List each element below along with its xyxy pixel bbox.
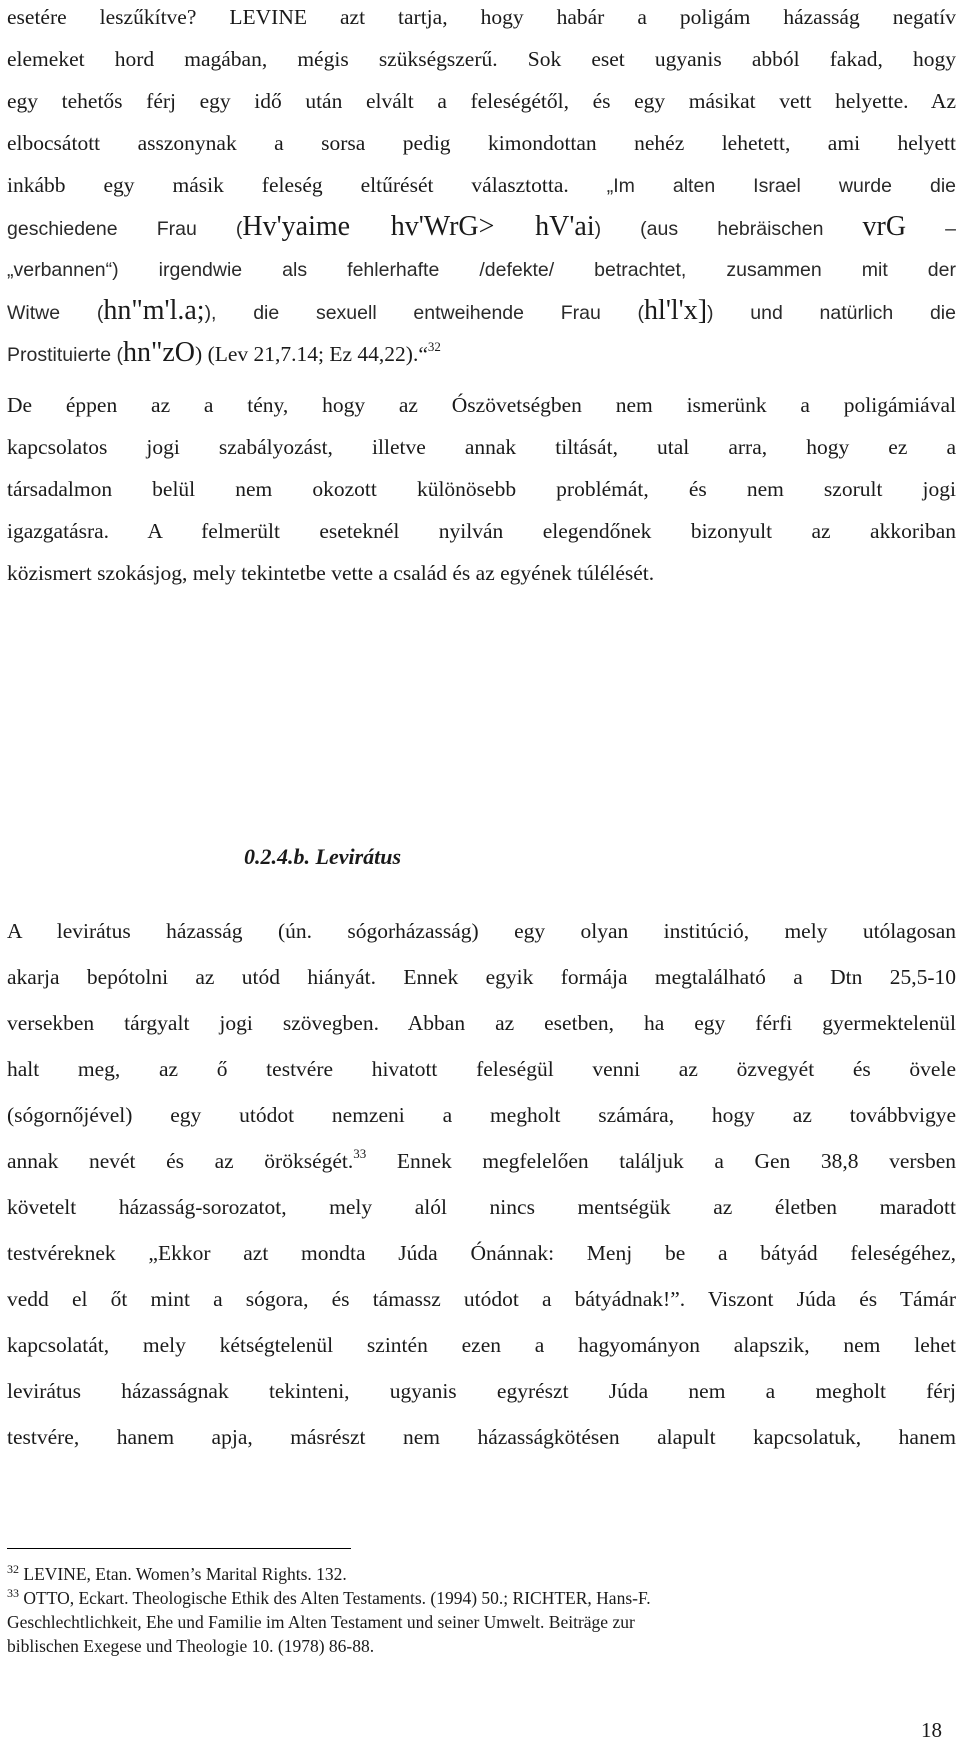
footnote (7, 1562, 947, 1586)
paragraph-line (7, 916, 956, 946)
footnote-text: OTTO, Eckart. Theologische Ethik des Alten Testaments. (1994) 50.; RICHTER, Hans-F. (23, 1588, 651, 1608)
hebrew-transliteration: hn"m'l.a; (103, 295, 205, 326)
footnote-number: 32 (7, 1562, 19, 1576)
paragraph-line (7, 86, 956, 116)
hebrew-transliteration: vrG (862, 211, 907, 242)
german-quote: ) und natürlich die (707, 302, 956, 324)
hebrew-transliteration: Hv'yaime hv'WrG> hV'ai (242, 211, 595, 242)
text-span: A levirátus házasság (ún. sógorházasság) egy olyan institúció, mely utólagosan (7, 919, 956, 943)
paragraph-line (7, 1284, 956, 1314)
footnote-divider (7, 1548, 351, 1549)
paragraph-line (7, 432, 956, 462)
text-span: versekben tárgyalt jogi szövegben. Abban az esetben, ha egy férfi gyermektelenül (7, 1011, 956, 1035)
paragraph-line (7, 2, 956, 32)
text-span: követelt házasság-sorozatot, mely alól nincs mentségük az életben maradott (7, 1195, 956, 1219)
text-span: közismert szokásjog, mely tekintetbe vette a család és az egyének túlélését. (7, 561, 655, 585)
text-span: kapcsolatát, mely kétségtelenül szintén ezen a hagyományon alapszik, nem lehet (7, 1333, 956, 1357)
paragraph-line (7, 1100, 956, 1130)
page-number: 18 (921, 1718, 942, 1742)
text-span: testvéreknek „Ekkor azt mondta Júda Ónánnak: Menj be a bátyád feleségéhez, (7, 1241, 956, 1265)
german-quote: ) (aus hebräischen (594, 218, 824, 240)
text-span: elbocsátott asszonynak a sorsa pedig kimondottan nehéz lehetett, ami helyett (7, 131, 956, 155)
footnote-continuation: biblischen Exegese und Theologie 10. (1978) 86-88. (7, 1636, 375, 1656)
text-span: esetére leszűkítve? LEVINE azt tartja, hogy habár a poligám házasság negatív (7, 5, 956, 29)
text-span: inkább egy másik feleség eltűrését választotta. (7, 173, 569, 197)
text-span: (sógornőjével) egy utódot nemzeni a megholt számára, hogy az továbbvigye (7, 1103, 956, 1127)
text-span: levirátus házasságnak tekinteni, ugyanis egyrészt Júda nem a megholt férj (7, 1379, 956, 1403)
paragraph-line (7, 1192, 956, 1222)
text-span: Ennek megfelelően találjuk a Gen 38,8 versben (396, 1149, 956, 1173)
hebrew-transliteration: hl'l'x] (644, 295, 708, 326)
text-span: halt meg, az ő testvére hivatott feleségül venni az özvegyét és övele (7, 1057, 956, 1081)
footnote (7, 1586, 947, 1610)
section-heading: 0.2.4.b. Levirátus (244, 844, 402, 869)
paragraph-line (7, 170, 956, 201)
text-span: annak nevét és az örökségét. (7, 1149, 354, 1173)
text-span: igazgatásra. A felmerült eseteknél nyilván elegendőnek bizonyult az akkoriban (7, 519, 956, 543)
german-quote: Witwe ( (7, 302, 104, 324)
paragraph-line (7, 962, 956, 992)
paragraph-line (7, 1054, 956, 1084)
german-quote: „Im alten Israel wurde die (606, 175, 956, 197)
paragraph-line (7, 1146, 956, 1176)
footnote-text: LEVINE, Etan. Women’s Marital Rights. 132. (23, 1564, 347, 1584)
german-quote: „verbannen“) irgendwie als fehlerhafte /defekte/ betrachtet, zusammen mit der (7, 259, 956, 281)
text-span: kapcsolatos jogi szabályozást, illetve annak tiltását, utal arra, hogy ez a (7, 435, 956, 459)
text-span: elemeket hord magában, mégis szükségszerű. Sok eset ugyanis abból fakad, hogy (7, 47, 956, 71)
paragraph-line (7, 1008, 956, 1038)
citation-text: ) (Lev 21,7.14; Ez 44,22).“ (195, 342, 428, 366)
paragraph-line (7, 516, 956, 546)
paragraph-line (7, 558, 956, 588)
footnote-continuation: Geschlechtlichkeit, Ehe und Familie im Alten Testament und seiner Umwelt. Beiträge zur (7, 1612, 635, 1632)
german-quote: ), die sexuell entweihende Frau ( (204, 302, 645, 324)
paragraph-line (7, 1238, 956, 1268)
hebrew-transliteration: hn"zO (122, 337, 196, 368)
text-span: akarja bepótolni az utód hiányát. Ennek egyik formája megtalálható a Dtn 25,5-10 (7, 965, 956, 989)
paragraph-line (7, 474, 956, 504)
text-span: társadalmon belül nem okozott különösebb problémát, és nem szorult jogi (7, 477, 956, 501)
footnote-ref[interactable]: 32 (427, 339, 441, 354)
paragraph-line (7, 44, 956, 74)
dash: – (945, 218, 956, 240)
paragraph-line (7, 1330, 956, 1360)
text-span: vedd el őt mint a sógora, és támassz utódot a bátyádnak!”. Viszont Júda és Támár (7, 1287, 956, 1311)
paragraph-line (7, 1422, 956, 1452)
text-span: De éppen az a tény, hogy az Ószövetségben nem ismerünk a poligámiával (7, 393, 956, 417)
text-span: testvére, hanem apja, másrészt nem házasságkötésen alapult kapcsolatuk, hanem (7, 1425, 956, 1449)
paragraph-line (7, 390, 956, 420)
paragraph-line (7, 254, 956, 285)
paragraph-line (7, 128, 956, 158)
paragraph-line (7, 338, 956, 370)
paragraph-line (7, 212, 956, 244)
paragraph-line (7, 1376, 956, 1406)
german-quote: geschiedene Frau ( (7, 218, 243, 240)
footnote-number: 33 (7, 1586, 19, 1600)
footnote-ref[interactable]: 33 (353, 1146, 367, 1161)
paragraph-line (7, 296, 956, 328)
german-quote: Prostituierte ( (7, 344, 123, 366)
text-span: egy tehetős férj egy idő után elvált a feleségétől, és egy másikat vett helyette. Az (7, 89, 956, 113)
